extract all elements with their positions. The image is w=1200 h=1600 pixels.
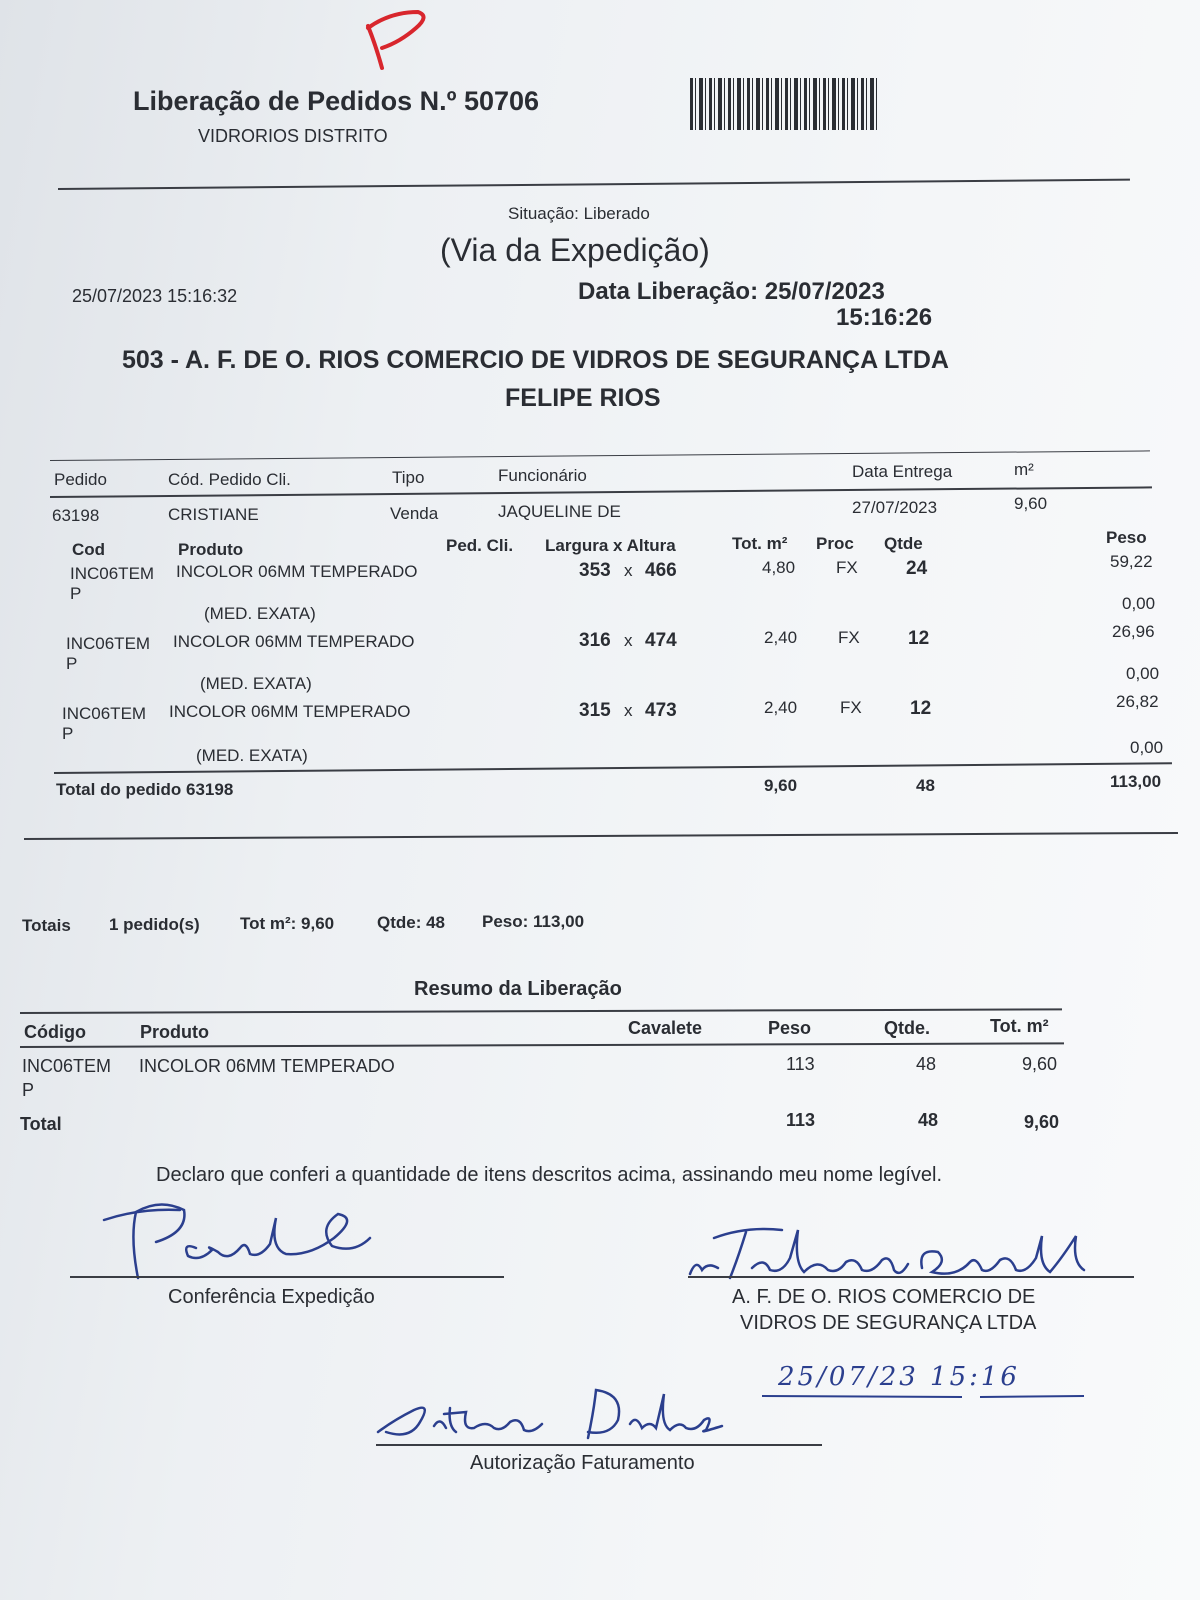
resumo-col-peso: Peso bbox=[768, 1018, 812, 1038]
item-peso: 26,82 bbox=[1116, 692, 1159, 711]
signature-conferencia bbox=[100, 1198, 390, 1288]
item-cod-cont: P bbox=[62, 724, 74, 743]
col-m2: m² bbox=[1014, 460, 1034, 479]
resumo-divider-top bbox=[20, 1008, 1062, 1014]
declaration-text: Declaro que conferi a quantidade de itens descritos acima, assinando meu nome legível. bbox=[156, 1164, 943, 1186]
client-name: 503 - A. F. DE O. RIOS COMERCIO DE VIDROS DE SEGURANÇA LTDA bbox=[122, 346, 949, 374]
handwritten-date-underline bbox=[762, 1392, 1092, 1402]
resumo-col-produto: Produto bbox=[140, 1022, 209, 1042]
totais-label: Totais bbox=[22, 916, 71, 935]
resumo-col-codigo: Código bbox=[24, 1022, 86, 1042]
print-datetime: 25/07/2023 15:16:32 bbox=[72, 286, 238, 306]
item-qtde: 12 bbox=[910, 698, 932, 719]
item-cod: INC06TEM bbox=[66, 634, 151, 653]
order-total-label: Total do pedido 63198 bbox=[56, 780, 234, 799]
totais-tot-m2: Tot m²: 9,60 bbox=[240, 914, 335, 933]
company-signer-line2: VIDROS DE SEGURANÇA LTDA bbox=[740, 1312, 1037, 1334]
company-signer-line1: A. F. DE O. RIOS COMERCIO DE bbox=[732, 1286, 1036, 1308]
item-proc: FX bbox=[836, 558, 858, 577]
handwritten-p-mark bbox=[360, 8, 440, 78]
item-tot-m2: 2,40 bbox=[764, 628, 798, 647]
data-liberacao: Data Liberação: 25/07/2023 bbox=[578, 278, 885, 305]
order-divider-top bbox=[50, 450, 1150, 461]
item-cod: INC06TEM bbox=[62, 704, 147, 723]
col-cod-pedido-cli: Cód. Pedido Cli. bbox=[168, 470, 291, 489]
signature-line-autorizacao bbox=[376, 1444, 822, 1446]
document-title: Liberação de Pedidos N.º 50706 bbox=[133, 86, 540, 116]
item-produto: INCOLOR 06MM TEMPERADO bbox=[176, 562, 418, 581]
items-bottom-divider bbox=[24, 832, 1178, 840]
item-x: x bbox=[624, 631, 633, 650]
item-note: (MED. EXATA) bbox=[200, 674, 312, 693]
item-note-peso: 0,00 bbox=[1130, 738, 1164, 757]
item-proc: FX bbox=[840, 698, 862, 717]
resumo-col-cavalete: Cavalete bbox=[628, 1018, 703, 1038]
via-label: (Via da Expedição) bbox=[440, 232, 710, 268]
signature-line-company bbox=[688, 1276, 1134, 1278]
resumo-total-qtde: 48 bbox=[918, 1110, 939, 1130]
item-x: x bbox=[624, 701, 633, 720]
item-note-peso: 0,00 bbox=[1122, 594, 1156, 613]
totais-pedidos: 1 pedido(s) bbox=[109, 915, 200, 934]
item-peso: 26,96 bbox=[1112, 622, 1155, 641]
resumo-total-tot-m2: 9,60 bbox=[1024, 1112, 1060, 1132]
resumo-col-tot-m2: Tot. m² bbox=[990, 1016, 1049, 1036]
client-contact: FELIPE RIOS bbox=[505, 384, 661, 412]
item-note: (MED. EXATA) bbox=[204, 604, 316, 623]
item-note-peso: 0,00 bbox=[1126, 664, 1160, 683]
col-funcionario: Funcionário bbox=[498, 466, 587, 485]
order-funcionario: JAQUELINE DE bbox=[498, 502, 621, 521]
col-pedido: Pedido bbox=[54, 470, 107, 489]
resumo-qtde: 48 bbox=[916, 1054, 937, 1074]
items-col-produto: Produto bbox=[178, 540, 244, 559]
item-tot-m2: 2,40 bbox=[764, 698, 798, 717]
order-total-qtde: 48 bbox=[916, 776, 935, 795]
item-altura: 473 bbox=[645, 700, 677, 721]
conferencia-label: Conferência Expedição bbox=[168, 1286, 375, 1308]
items-col-tot-m2: Tot. m² bbox=[732, 534, 788, 553]
item-peso: 59,22 bbox=[1110, 552, 1153, 571]
totais-peso: Peso: 113,00 bbox=[482, 912, 585, 931]
item-cod-cont: P bbox=[70, 584, 82, 603]
order-m2: 9,60 bbox=[1014, 494, 1048, 513]
items-col-qtde: Qtde bbox=[884, 534, 923, 553]
item-tot-m2: 4,80 bbox=[762, 558, 796, 577]
autorizacao-label: Autorização Faturamento bbox=[470, 1452, 695, 1474]
handwritten-date: 25/07/23 15:16 bbox=[778, 1362, 1020, 1392]
item-x: x bbox=[624, 561, 633, 580]
item-proc: FX bbox=[838, 628, 860, 647]
items-col-cod: Cod bbox=[72, 540, 106, 559]
resumo-peso: 113 bbox=[786, 1054, 815, 1074]
item-cod-cont: P bbox=[66, 654, 78, 673]
resumo-title: Resumo da Liberação bbox=[414, 978, 622, 1000]
signature-autorizacao bbox=[374, 1380, 734, 1450]
data-liberacao-time: 15:16:26 bbox=[836, 304, 933, 331]
item-qtde: 12 bbox=[908, 628, 930, 649]
order-pedido: 63198 bbox=[52, 506, 100, 525]
order-total-m2: 9,60 bbox=[764, 776, 798, 795]
item-produto: INCOLOR 06MM TEMPERADO bbox=[173, 632, 415, 651]
col-data-entrega: Data Entrega bbox=[852, 462, 953, 481]
item-qtde: 24 bbox=[906, 558, 928, 579]
order-data-entrega: 27/07/2023 bbox=[852, 498, 938, 517]
item-largura: 353 bbox=[579, 560, 611, 581]
totais-qtde: Qtde: 48 bbox=[377, 913, 446, 932]
col-tipo: Tipo bbox=[392, 468, 425, 487]
order-cod-pedido-cli: CRISTIANE bbox=[168, 505, 259, 524]
item-largura: 315 bbox=[579, 700, 611, 721]
items-col-largura-altura: Largura x Altura bbox=[545, 536, 676, 555]
resumo-codigo: INC06TEM bbox=[22, 1056, 112, 1076]
item-altura: 474 bbox=[645, 630, 677, 651]
resumo-produto: INCOLOR 06MM TEMPERADO bbox=[139, 1056, 395, 1076]
barcode bbox=[690, 78, 878, 130]
resumo-total-label: Total bbox=[20, 1114, 62, 1134]
situacao-label: Situação: Liberado bbox=[508, 204, 650, 223]
resumo-col-qtde: Qtde. bbox=[884, 1018, 931, 1038]
items-col-peso: Peso bbox=[1106, 528, 1147, 547]
item-altura: 466 bbox=[645, 560, 677, 581]
resumo-tot-m2: 9,60 bbox=[1022, 1054, 1058, 1074]
item-largura: 316 bbox=[579, 630, 611, 651]
item-note: (MED. EXATA) bbox=[196, 746, 308, 765]
header-divider bbox=[58, 179, 1130, 190]
resumo-codigo-cont: P bbox=[22, 1080, 35, 1100]
order-total-peso: 113,00 bbox=[1110, 772, 1162, 791]
signature-line-conferencia bbox=[70, 1276, 504, 1278]
items-col-proc: Proc bbox=[816, 534, 854, 553]
item-produto: INCOLOR 06MM TEMPERADO bbox=[169, 702, 411, 721]
resumo-divider-mid bbox=[20, 1042, 1064, 1048]
items-col-ped-cli: Ped. Cli. bbox=[446, 536, 514, 555]
company-subtitle: VIDRORIOS DISTRITO bbox=[198, 126, 388, 146]
order-tipo: Venda bbox=[390, 504, 439, 523]
item-cod: INC06TEM bbox=[70, 564, 155, 583]
resumo-total-peso: 113 bbox=[786, 1110, 816, 1130]
